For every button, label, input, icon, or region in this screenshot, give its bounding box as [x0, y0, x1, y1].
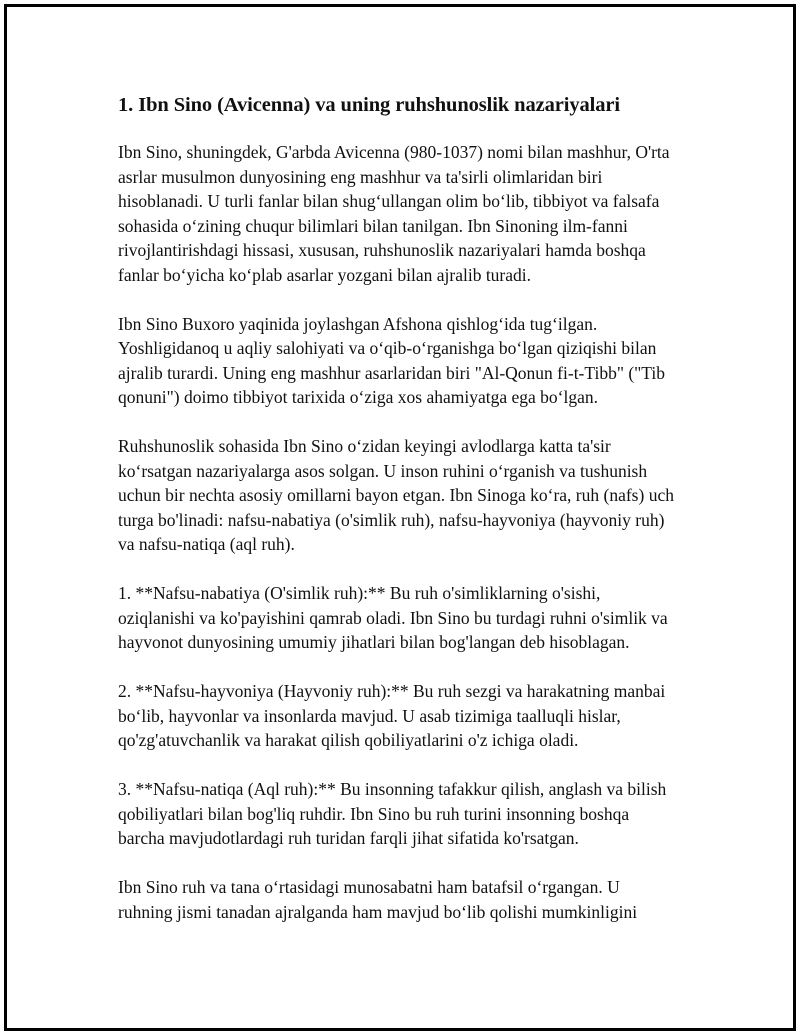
list-item-nafsu-natiqa: 3. **Nafsu-natiqa (Aql ruh):** Bu insonning tafakkur qilish, anglash va bilish qobiliyatlari bilan bog'liq ruhdir. Ibn Sino bu ruh turini insonning boshqa barcha mavjudotlardagi ruh turidan farqli jihat sifatida ko'rsatgan.: [118, 779, 667, 848]
paragraph-biography: Ibn Sino Buxoro yaqinida joylashgan Afshona qishlog‘ida tug‘ilgan. Yoshligidanoq u aqliy salohiyati va o‘qib-o‘rganishga bo‘lgan qiziqishi bilan ajralib turardi. Uning eng mashhur asarlaridan biri "Al-Qonun fi-t-Tibb" ("Tib qonuni") doimo tibbiyot tarixida o‘ziga xos ahamiyatga ega bo‘lgan.: [118, 313, 665, 407]
list-item-nafsu-nabatiya: 1. **Nafsu-nabatiya (O'simlik ruh):** Bu ruh o'simliklarning o'sishi, oziqlanishi va ko'payishini qamrab oladi. Ibn Sino bu turdagi ruhni o'simlik va hayvonot dunyosining umumiy jihatlari bilan bog'langan deb hisoblagan.: [118, 583, 668, 652]
section-heading: 1. Ibn Sino (Avicenna) va uning ruhshunoslik nazariyalari: [118, 94, 620, 116]
paragraph-soul-theory: Ruhshunoslik sohasida Ibn Sino o‘zidan keyingi avlodlarga katta ta'sir ko‘rsatgan nazariyalarga asos solgan. U inson ruhini o‘rganish va tushunish uchun bir nechta asosiy omillarni bayon etgan. Ibn Sinoga ko‘ra, ruh (nafs) uch turga bo'linadi: nafsu-nabatiya (o'simlik ruh), nafsu-hayvoniya (hayvoniy ruh) va nafsu-natiqa (aql ruh).: [118, 436, 674, 554]
paragraph-intro: Ibn Sino, shuningdek, G'arbda Avicenna (980-1037) nomi bilan mashhur, O'rta asrlar musulmon dunyosining eng mashhur va ta'sirli olimlaridan biri hisoblanadi. U turli fanlar bilan shug‘ullangan olim bo‘lib, tibbiyot va falsafa sohasida o‘zining chuqur bilimlari bilan tanilgan. Ibn Sinoning ilm-fanni rivojlantirishdagi hissasi, xususan, ruhshunoslik nazariyalari hamda boshqa fanlar bo‘yicha ko‘plab asarlar yozgani bilan ajralib turadi.: [118, 142, 670, 285]
list-item-nafsu-hayvoniya: 2. **Nafsu-hayvoniya (Hayvoniy ruh):** Bu ruh sezgi va harakatning manbai bo‘lib, hayvonlar va insonlarda mavjud. U asab tizimiga taalluqli hislar, qo'zg'atuvchanlik va harakat qilish qobiliyatlarini o'z ichiga oladi.: [118, 681, 666, 750]
document-body: [118, 92, 678, 949]
paragraph-soul-body: Ibn Sino ruh va tana o‘rtasidagi munosabatni ham batafsil o‘rgangan. U ruhning jismi tanadan ajralganda ham mavjud bo‘lib qolishi mumkinligini: [118, 877, 638, 922]
